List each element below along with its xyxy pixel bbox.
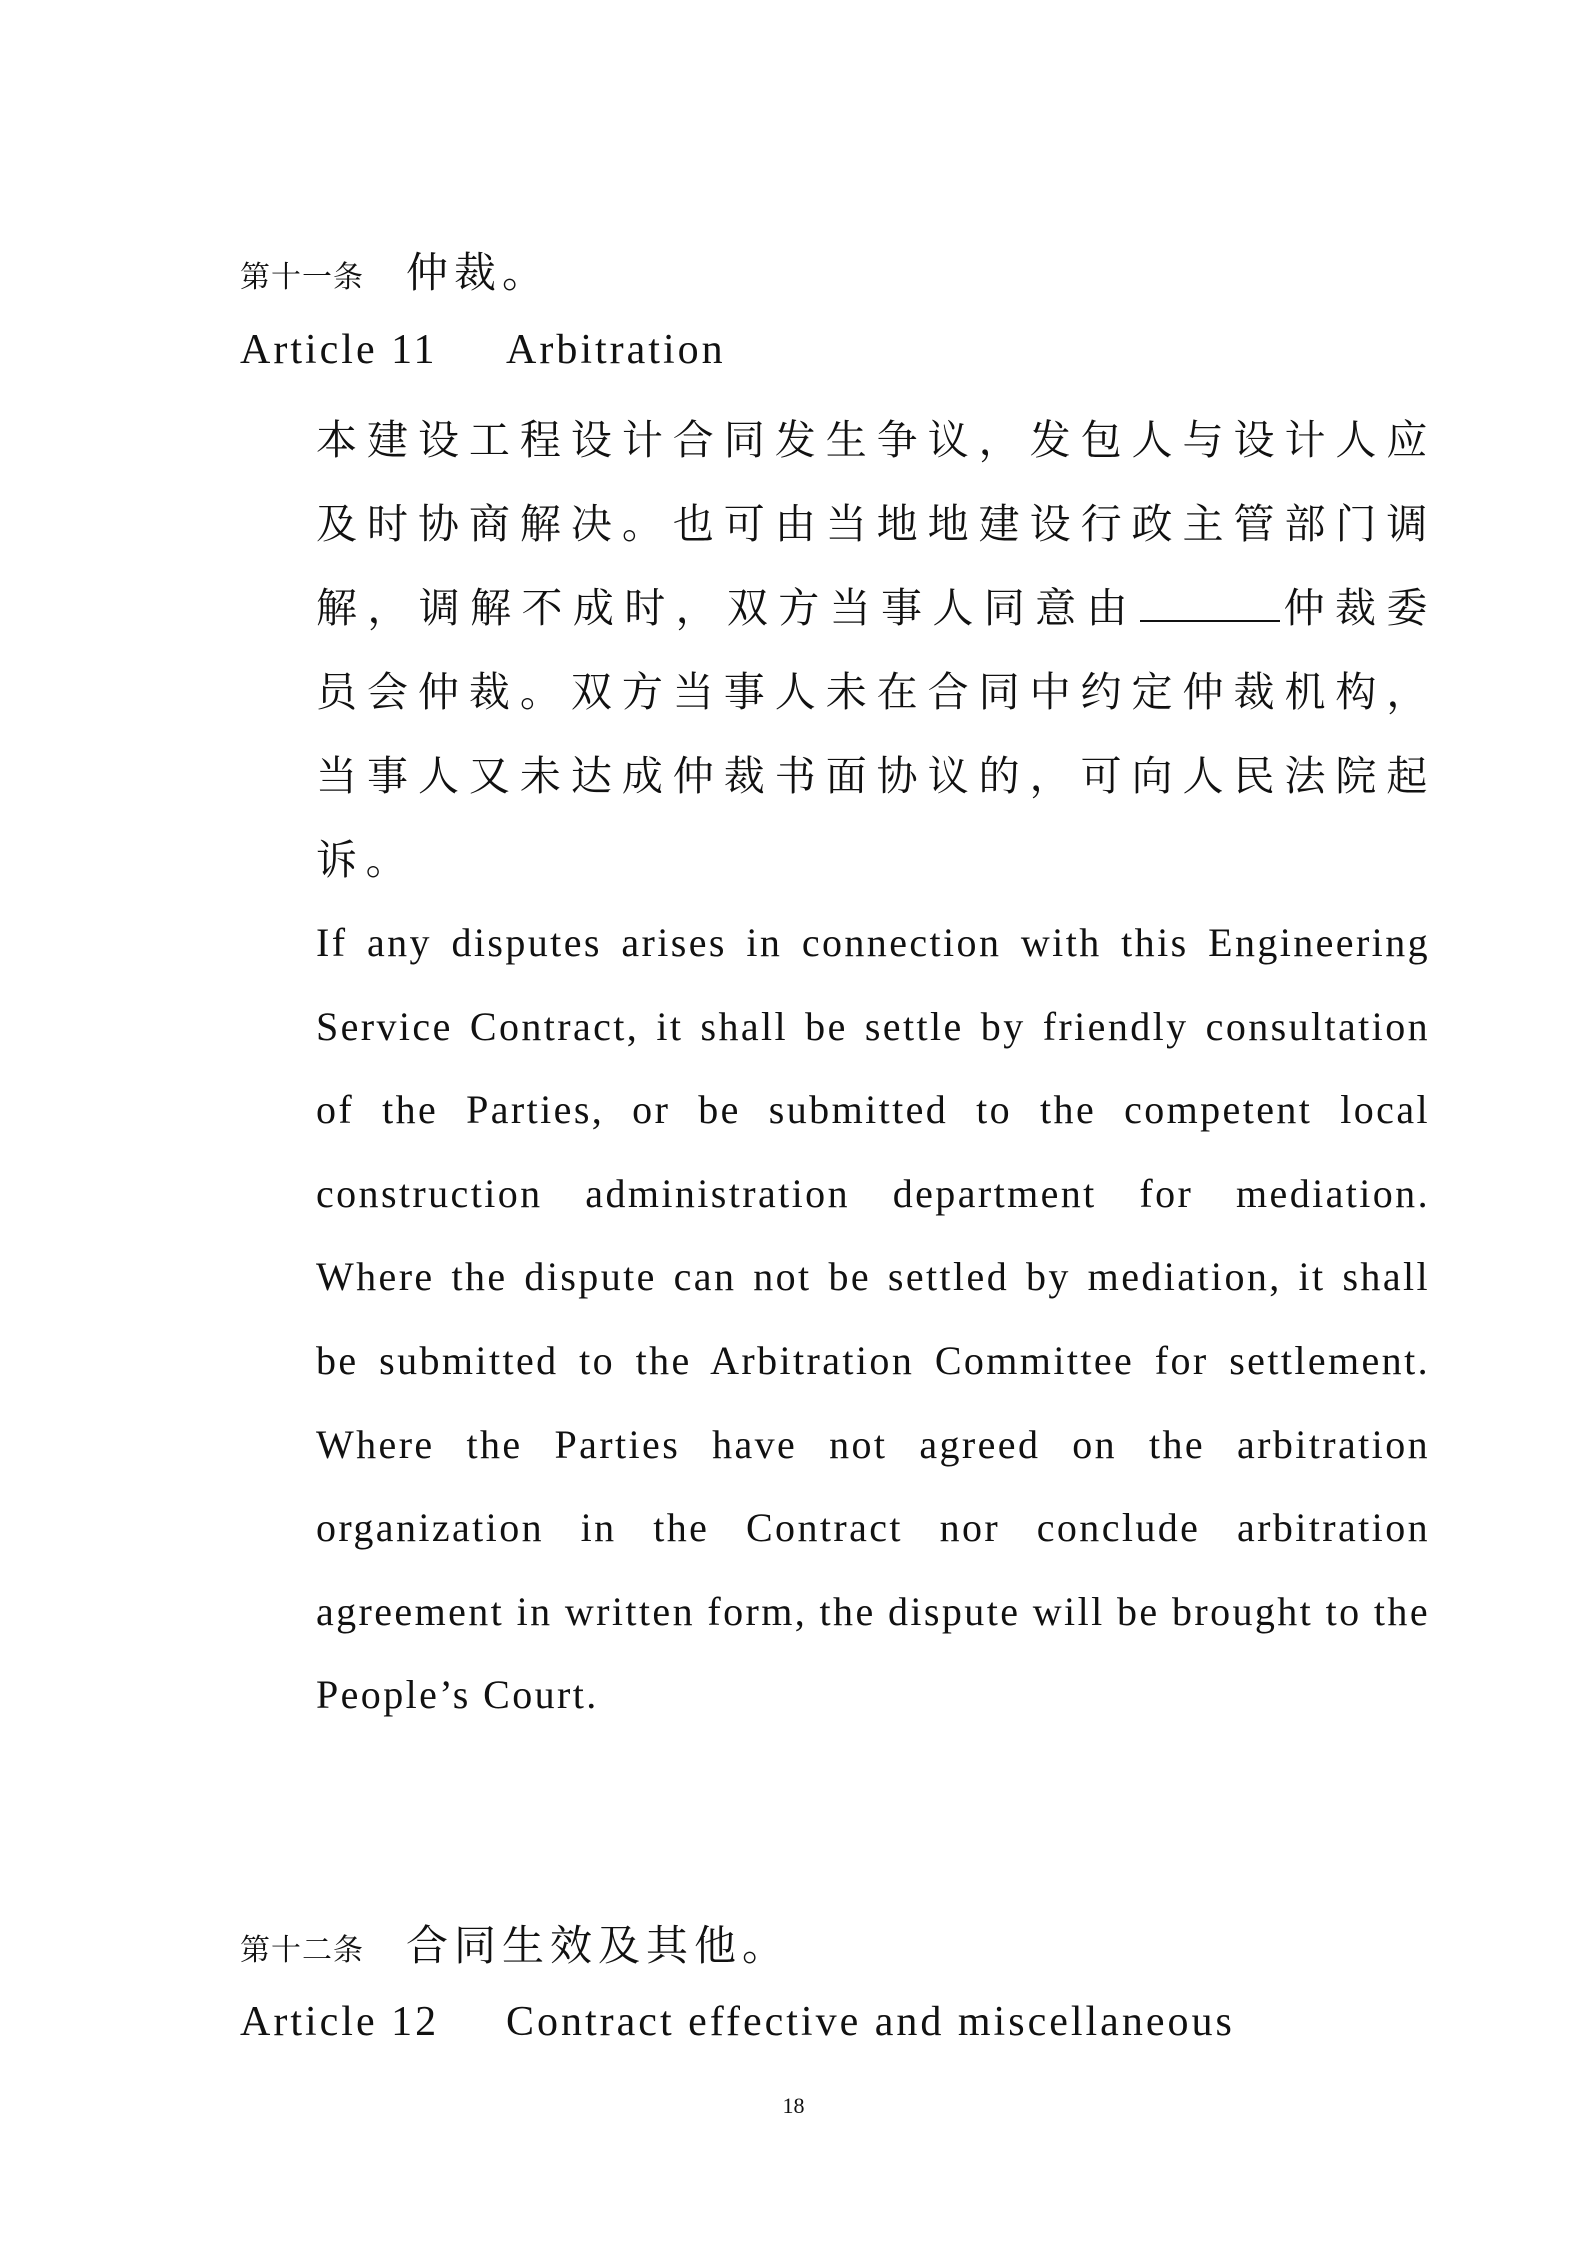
- article-11-cn-paragraph: [316, 398, 1436, 902]
- article-12-cn-heading: [240, 1913, 790, 1973]
- article-12-cn-title: 合同生效及其他。: [406, 1921, 791, 1970]
- article-12-en-title: Contract effective and miscellaneous: [506, 1999, 1235, 2045]
- article-11-cn-title: 仲裁。: [406, 248, 551, 297]
- article-12-en-heading: [240, 1998, 1235, 2046]
- article-11-en-label: Article 11: [240, 327, 438, 373]
- article-12-en-label: Article 12: [240, 1999, 440, 2045]
- arbitration-committee-blank: [1140, 584, 1280, 622]
- article-11-cn-number: 第十一条: [240, 260, 364, 295]
- article-12-cn-number: 第十二条: [240, 1933, 364, 1968]
- article-11-cn-text-part1: 本建设工程设计合同发生争议，发包人与设计人应及时协商解决。也可由当地地建设行政主管部门调解，调解不成时，双方当事人同意由: [316, 416, 1436, 632]
- page-number: 18: [782, 2093, 805, 2118]
- article-11-en-paragraph: If any disputes arises in connection with this Engineering Service Contract, it shall be settle by friendly consultation of the Parties, or be submitted to the competent local construction administration department for mediation. Where the dispute can not be settled by mediation, it shall be submitted to the Arbitration Committee for settlement. Where the Parties have not agreed on the arbitration organization in the Contract nor conclude arbitration agreement in written form, the dispute will be brought to the People’s Court.: [316, 920, 1430, 1718]
- article-11-cn-heading: [240, 240, 550, 300]
- article-11-en-heading: [240, 326, 726, 374]
- article-11-en-title: Arbitration: [506, 327, 726, 373]
- article-11-cn-text-part2: 仲裁委员会仲裁。双方当事人未在合同中约定仲裁机构，当事人又未达成仲裁书面协议的，可向人民法院起诉。: [316, 584, 1436, 884]
